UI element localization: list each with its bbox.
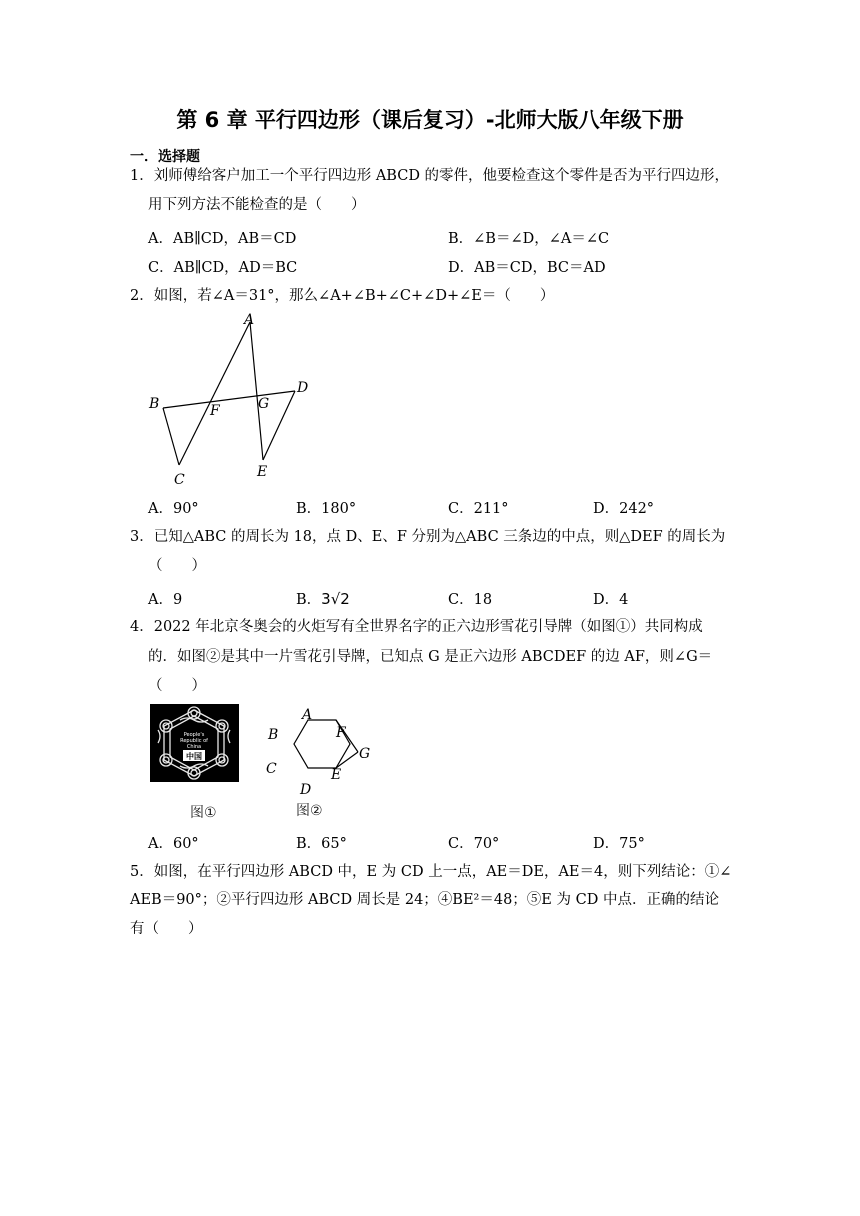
figure-2-caption: 图② bbox=[296, 803, 323, 819]
question-3-line-2: （ ） bbox=[148, 558, 206, 574]
svg-text:中国: 中国 bbox=[186, 752, 202, 761]
question-2-option-b: B．180° bbox=[296, 501, 357, 517]
page-title: 第 6 章 平行四边形（课后复习）-北师大版八年级下册 bbox=[176, 108, 684, 132]
svg-text:People's: People's bbox=[183, 732, 205, 738]
hex-label-a: A bbox=[302, 707, 313, 723]
question-4-option-a: A．60° bbox=[148, 836, 199, 852]
question-1-line-2: 用下列方法不能检查的是（ ） bbox=[148, 197, 366, 213]
label-b: B bbox=[149, 396, 160, 412]
section-heading: 一．选择题 bbox=[130, 149, 200, 165]
question-1-option-a: A．AB∥CD，AB＝CD bbox=[148, 231, 297, 247]
question-3-option-b bbox=[296, 588, 350, 609]
question-1-option-d: D．AB＝CD，BC＝AD bbox=[448, 260, 606, 276]
hex-label-c: C bbox=[266, 761, 277, 777]
question-1-option-b: B．∠B＝∠D，∠A＝∠C bbox=[448, 231, 610, 247]
question-2-figure bbox=[140, 310, 320, 490]
label-g: G bbox=[258, 396, 270, 412]
question-1-line-1: 1．刘师傅给客户加工一个平行四边形 ABCD 的零件，他要检查这个零件是否为平行四边形， bbox=[130, 168, 730, 184]
figure-1-caption: 图① bbox=[190, 805, 217, 821]
question-5-line-2: AEB＝90°；②平行四边形 ABCD 周长是 24；④BE²＝48；⑤E 为 CD 中点．正确的结论 bbox=[130, 892, 719, 908]
question-3-line-1: 3．已知△ABC 的周长为 18，点 D、E、F 分别为△ABC 三条边的中点，则△DEF 的周长为 bbox=[130, 529, 726, 545]
question-2-option-c: C．211° bbox=[448, 501, 509, 517]
hex-label-d: D bbox=[300, 782, 312, 798]
question-1-option-c: C．AB∥CD，AD＝BC bbox=[148, 260, 298, 276]
line-bc bbox=[163, 408, 179, 465]
question-4-line-1: 4．2022 年北京冬奥会的火炬写有全世界名字的正六边形雪花引导牌（如图①）共同构成 bbox=[130, 619, 703, 635]
line-ac bbox=[179, 322, 250, 465]
label-a: A bbox=[244, 312, 255, 328]
question-2-line-1: 2．如图，若∠A＝31°，那么∠A+∠B+∠C+∠D+∠E＝（ ） bbox=[130, 288, 555, 304]
question-4-option-d: D．75° bbox=[593, 836, 645, 852]
label-c: C bbox=[174, 472, 185, 488]
hex-label-f: F bbox=[336, 725, 346, 741]
svg-text:Republic of: Republic of bbox=[180, 738, 208, 744]
hex-label-b: B bbox=[268, 727, 279, 743]
question-5-line-3: 有（ ） bbox=[130, 921, 203, 937]
question-2-option-d: D．242° bbox=[593, 501, 655, 517]
question-4-option-b: B．65° bbox=[296, 836, 347, 852]
question-3-option-a: A．9 bbox=[148, 592, 183, 608]
hex-label-e: E bbox=[331, 767, 342, 783]
question-4-line-3: （ ） bbox=[148, 678, 206, 694]
snowflake-placard-image bbox=[150, 704, 239, 782]
label-f: F bbox=[210, 403, 220, 419]
line-bd bbox=[163, 391, 295, 408]
question-4-option-c: C．70° bbox=[448, 836, 500, 852]
question-3-option-d: D．4 bbox=[593, 592, 629, 608]
question-3-option-c: C．18 bbox=[448, 592, 493, 608]
line-eg bbox=[336, 752, 358, 768]
question-5-line-1: 5．如图，在平行四边形 ABCD 中，E 为 CD 上一点，AE＝DE，AE＝4，则下列结论：①∠ bbox=[130, 864, 732, 880]
snowflake-knot-icon bbox=[150, 704, 239, 782]
hex-label-g: G bbox=[359, 746, 371, 762]
option-b-prefix: B． bbox=[296, 592, 322, 608]
svg-text:China: China bbox=[186, 744, 202, 750]
option-b-math: 3√2 bbox=[321, 590, 350, 608]
line-ae bbox=[250, 322, 263, 460]
label-e: E bbox=[257, 464, 268, 480]
question-2-option-a: A．90° bbox=[148, 501, 199, 517]
question-4-line-2: 的．如图②是其中一片雪花引导牌，已知点 G 是正六边形 ABCDEF 的边 AF，则∠G＝ bbox=[148, 649, 713, 665]
label-d: D bbox=[297, 380, 309, 396]
